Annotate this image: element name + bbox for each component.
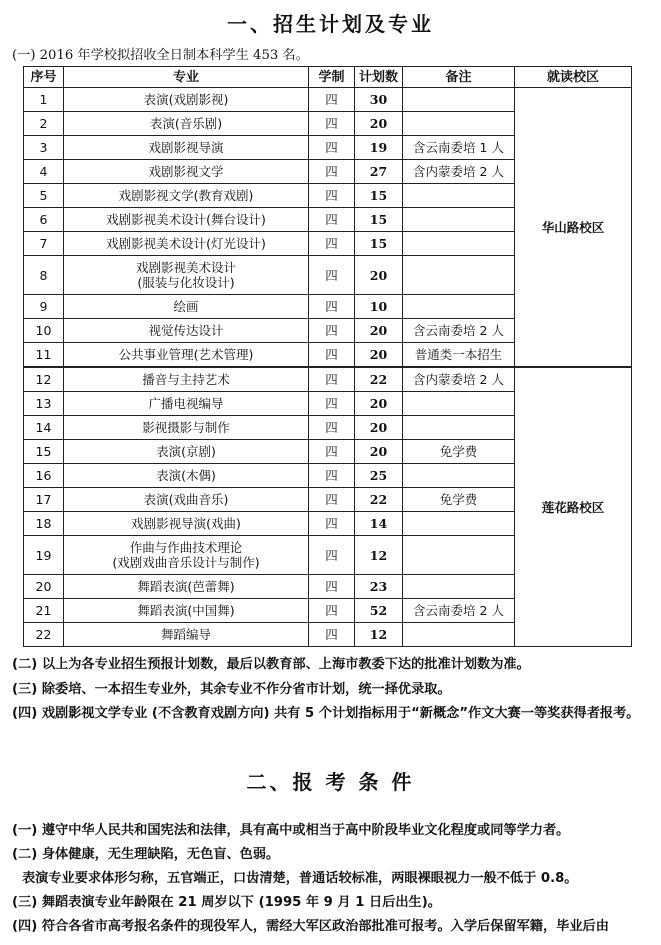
row-plan: 20 — [355, 343, 403, 368]
row-plan: 22 — [355, 367, 403, 392]
section-title-requirements: 二、报 考 条 件 — [246, 770, 415, 794]
row-duration: 四 — [309, 575, 355, 599]
row-no: 12 — [24, 367, 64, 392]
row-major — [64, 464, 309, 488]
row-major-line-2: (戏剧戏曲音乐设计与制作) — [112, 555, 260, 570]
table-header-row — [24, 67, 632, 88]
row-plan: 20 — [355, 392, 403, 416]
intro-text: (一) 2016 年学校拟招收全日制本科学生 453 名。 — [12, 48, 309, 63]
row-duration: 四 — [309, 536, 355, 575]
requirement-4: (四) 符合各省市高考报名条件的现役军人，需经大军区政治部批准可报考。入学后保留军籍，毕业后由 — [12, 919, 609, 934]
campus-cell: 华山路校区 — [515, 88, 632, 368]
row-major — [64, 112, 309, 136]
row-no: 8 — [24, 256, 64, 295]
row-major — [64, 512, 309, 536]
header-plan: 计划数 — [355, 67, 403, 88]
row-major-line: 戏剧影视导演 — [148, 140, 224, 155]
row-note — [403, 295, 515, 319]
row-major-line: 作曲与作曲技术理论 — [129, 540, 243, 555]
row-major-line: 绘画 — [173, 299, 199, 314]
row-major-line: 戏剧影视美术设计(灯光设计) — [106, 236, 266, 251]
row-major — [64, 392, 309, 416]
row-note: 含云南委培 2 人 — [403, 319, 515, 343]
row-duration: 四 — [309, 488, 355, 512]
requirement-2: (二) 身体健康，无生理缺陷，无色盲、色弱。 — [12, 847, 280, 862]
note-3: (三) 除委培、一本招生专业外，其余专业不作分省市计划，统一择优录取。 — [12, 682, 451, 697]
row-major — [64, 88, 309, 112]
row-major — [64, 160, 309, 184]
header-campus: 就读校区 — [515, 67, 632, 88]
row-note: 含内蒙委培 2 人 — [403, 160, 515, 184]
row-note — [403, 464, 515, 488]
row-no: 3 — [24, 136, 64, 160]
row-no: 10 — [24, 319, 64, 343]
row-no: 5 — [24, 184, 64, 208]
row-duration: 四 — [309, 184, 355, 208]
row-duration: 四 — [309, 416, 355, 440]
header-duration: 学制 — [309, 67, 355, 88]
row-major-line: 戏剧影视文学(教育戏剧) — [118, 188, 254, 203]
header-major: 专业 — [64, 67, 309, 88]
row-no: 11 — [24, 343, 64, 368]
row-no: 13 — [24, 392, 64, 416]
row-no: 16 — [24, 464, 64, 488]
row-major-line: 影视摄影与制作 — [142, 420, 230, 435]
table-row — [24, 88, 632, 112]
header-note: 备注 — [403, 67, 515, 88]
row-major — [64, 232, 309, 256]
row-major-line: 视觉传达设计 — [148, 323, 224, 338]
row-no: 4 — [24, 160, 64, 184]
section-title-plan: 一、招生计划及专业 — [227, 12, 434, 36]
table-row — [24, 367, 632, 392]
row-no: 14 — [24, 416, 64, 440]
row-no: 6 — [24, 208, 64, 232]
row-major-line: 表演(戏曲音乐) — [143, 492, 229, 507]
row-major-line: 戏剧影视美术设计 — [135, 260, 236, 275]
row-no: 20 — [24, 575, 64, 599]
row-duration: 四 — [309, 112, 355, 136]
row-no: 21 — [24, 599, 64, 623]
note-2: (二) 以上为各专业招生预报计划数，最后以教育部、上海市教委下达的批准计划数为准。 — [12, 657, 530, 672]
row-no: 1 — [24, 88, 64, 112]
row-major — [64, 367, 309, 392]
enrollment-plan-table — [23, 66, 632, 647]
row-major — [64, 623, 309, 647]
row-note: 含云南委培 1 人 — [403, 136, 515, 160]
row-major — [64, 575, 309, 599]
row-major — [64, 319, 309, 343]
row-note — [403, 88, 515, 112]
row-no: 19 — [24, 536, 64, 575]
requirement-3: (三) 舞蹈表演专业年龄限在 21 周岁以下 (1995 年 9 月 1 日后出生)。 — [12, 895, 441, 910]
row-major-line: 舞蹈表演(中国舞) — [137, 603, 235, 618]
row-no: 2 — [24, 112, 64, 136]
row-note — [403, 416, 515, 440]
row-duration: 四 — [309, 160, 355, 184]
row-no: 17 — [24, 488, 64, 512]
row-plan: 27 — [355, 160, 403, 184]
row-plan: 52 — [355, 599, 403, 623]
row-major — [64, 136, 309, 160]
row-plan: 20 — [355, 440, 403, 464]
row-major-line: 舞蹈表演(芭蕾舞) — [137, 579, 235, 594]
row-plan: 20 — [355, 416, 403, 440]
row-duration: 四 — [309, 88, 355, 112]
row-major-line: 表演(京剧) — [156, 444, 216, 459]
row-duration: 四 — [309, 208, 355, 232]
row-major — [64, 488, 309, 512]
row-plan: 19 — [355, 136, 403, 160]
requirement-2-detail: 表演专业要求体形匀称，五官端正，口齿清楚，普通话较标准，两眼裸眼视力一般不低于 0.8。 — [22, 871, 578, 886]
row-no: 15 — [24, 440, 64, 464]
row-plan: 12 — [355, 623, 403, 647]
row-major — [64, 599, 309, 623]
row-no: 7 — [24, 232, 64, 256]
row-note: 含云南委培 2 人 — [403, 599, 515, 623]
row-note — [403, 575, 515, 599]
row-duration: 四 — [309, 136, 355, 160]
row-plan: 15 — [355, 232, 403, 256]
row-note — [403, 256, 515, 295]
row-major — [64, 256, 309, 295]
row-major — [64, 208, 309, 232]
row-major — [64, 295, 309, 319]
row-major-line: 播音与主持艺术 — [142, 372, 230, 387]
note-4: (四) 戏剧影视文学专业 (不含教育戏剧方向) 共有 5 个计划指标用于“新概念”作文大赛一等奖获得者报考。 — [12, 706, 640, 721]
row-major-line: 公共事业管理(艺术管理) — [118, 347, 254, 362]
row-plan: 30 — [355, 88, 403, 112]
row-note — [403, 208, 515, 232]
row-major — [64, 416, 309, 440]
row-duration: 四 — [309, 440, 355, 464]
row-major-line: 广播电视编导 — [148, 396, 224, 411]
row-major-line: 戏剧影视文学 — [148, 164, 224, 179]
row-major-line: 表演(木偶) — [156, 468, 216, 483]
row-duration: 四 — [309, 256, 355, 295]
campus-cell: 莲花路校区 — [515, 367, 632, 647]
row-note: 免学费 — [403, 488, 515, 512]
row-major-line: 舞蹈编导 — [160, 627, 211, 642]
row-duration: 四 — [309, 367, 355, 392]
row-note — [403, 232, 515, 256]
row-major — [64, 184, 309, 208]
row-note: 普通类一本招生 — [403, 343, 515, 368]
row-duration: 四 — [309, 295, 355, 319]
row-major — [64, 440, 309, 464]
row-major — [64, 536, 309, 575]
row-no: 22 — [24, 623, 64, 647]
row-major — [64, 343, 309, 368]
row-note — [403, 392, 515, 416]
row-plan: 20 — [355, 112, 403, 136]
row-plan: 15 — [355, 184, 403, 208]
row-major-line: 戏剧影视美术设计(舞台设计) — [106, 212, 266, 227]
row-duration: 四 — [309, 343, 355, 368]
row-no: 18 — [24, 512, 64, 536]
row-major-line: 戏剧影视导演(戏曲) — [131, 516, 241, 531]
row-plan: 20 — [355, 256, 403, 295]
row-duration: 四 — [309, 392, 355, 416]
row-major-line-2: (服装与化妆设计) — [137, 275, 235, 290]
row-no: 9 — [24, 295, 64, 319]
row-note: 免学费 — [403, 440, 515, 464]
row-duration: 四 — [309, 623, 355, 647]
row-plan: 10 — [355, 295, 403, 319]
row-duration: 四 — [309, 319, 355, 343]
row-note: 含内蒙委培 2 人 — [403, 367, 515, 392]
row-note — [403, 512, 515, 536]
row-duration: 四 — [309, 512, 355, 536]
row-note — [403, 536, 515, 575]
row-plan: 15 — [355, 208, 403, 232]
row-duration: 四 — [309, 599, 355, 623]
row-note — [403, 112, 515, 136]
row-plan: 14 — [355, 512, 403, 536]
row-major-line: 表演(音乐剧) — [149, 116, 223, 131]
row-plan: 25 — [355, 464, 403, 488]
row-plan: 23 — [355, 575, 403, 599]
row-note — [403, 184, 515, 208]
row-major-line: 表演(戏剧影视) — [143, 92, 229, 107]
row-plan: 12 — [355, 536, 403, 575]
requirement-1: (一) 遵守中华人民共和国宪法和法律，具有高中或相当于高中阶段毕业文化程度或同等学力者。 — [12, 823, 570, 838]
row-duration: 四 — [309, 464, 355, 488]
row-duration: 四 — [309, 232, 355, 256]
header-no: 序号 — [24, 67, 64, 88]
row-plan: 20 — [355, 319, 403, 343]
row-note — [403, 623, 515, 647]
row-plan: 22 — [355, 488, 403, 512]
